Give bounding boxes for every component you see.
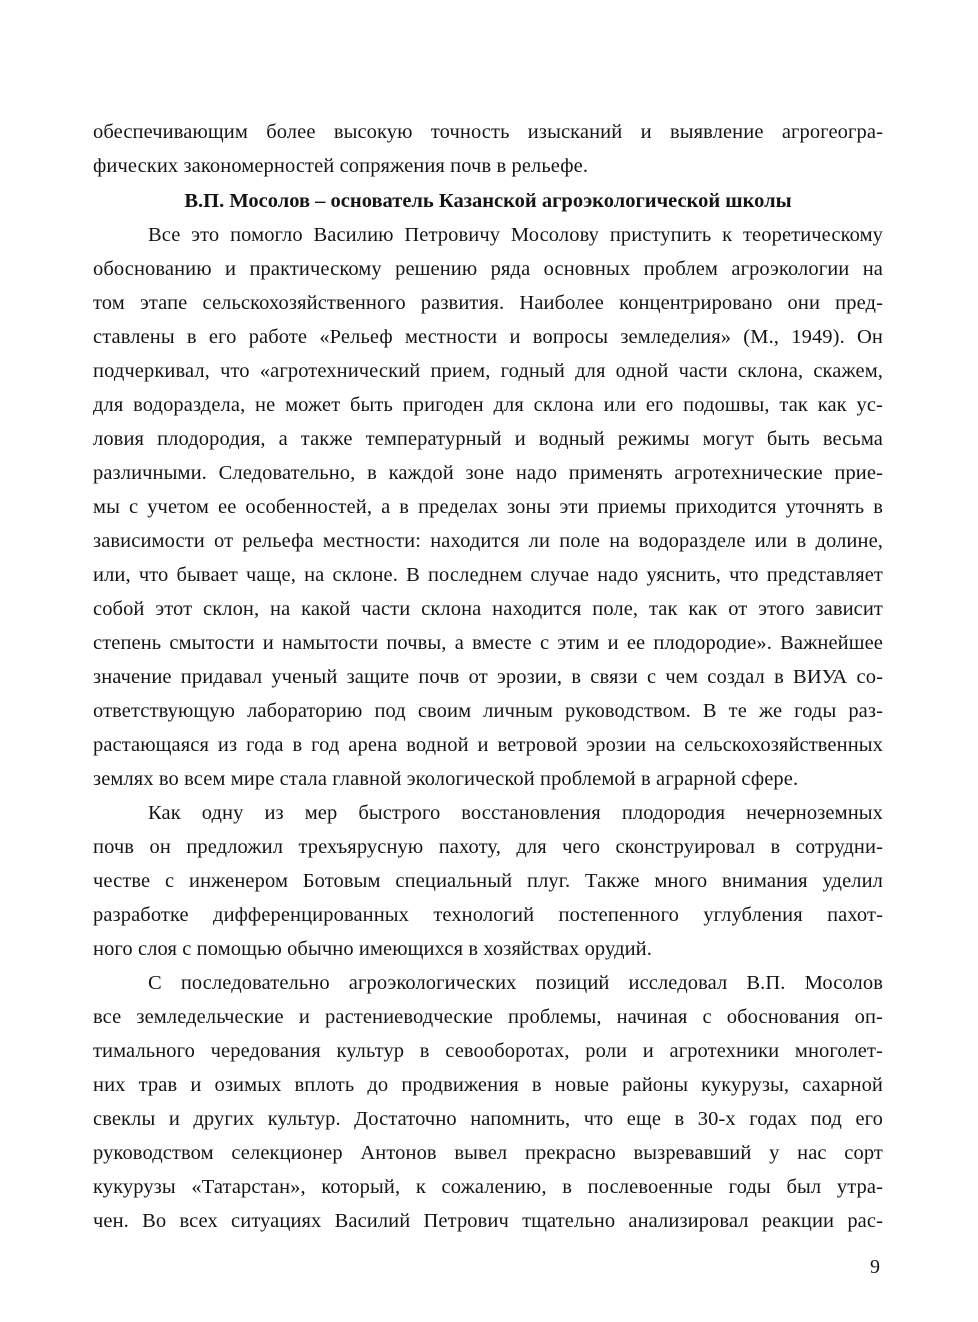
text-line: чен. Во всех ситуациях Василий Петрович тщательно анализировал реакции рас- <box>93 1210 883 1232</box>
text-line: тимального чередования культур в севооборотах, роли и агротехники многолет- <box>93 1040 883 1062</box>
text-line: кукурузы «Татарстан», который, к сожалению, в послевоенные годы был утра- <box>93 1176 883 1198</box>
text-line: Все это помогло Василию Петровичу Мосолову приступить к теоретическому <box>148 224 883 246</box>
text-line: значение придавал ученый защите почв от эрозии, в связи с чем создал в ВИУА со- <box>93 666 883 688</box>
text-line: мы с учетом ее особенностей, а в пределах зоны эти приемы приходится уточнять в <box>93 496 883 518</box>
text-line: все земледельческие и растениеводческие проблемы, начиная с обоснования оп- <box>93 1006 883 1028</box>
text-line: подчеркивал, что «агротехнический прием, годный для одной части склона, скажем, <box>93 360 883 382</box>
text-line: руководством селекционер Антонов вывел прекрасно вызревавший у нас сорт <box>93 1142 883 1164</box>
text-line: зависимости от рельефа местности: находится ли поле на водоразделе или в долине, <box>93 530 883 552</box>
text-line: честве с инженером Ботовым специальный плуг. Также много внимания уделил <box>93 870 883 892</box>
text-line: разработке дифференцированных технологий постепенного углубления пахот- <box>93 904 883 926</box>
text-line: С последовательно агроэкологических позиций исследовал В.П. Мосолов <box>148 972 883 994</box>
section-heading: В.П. Мосолов – основатель Казанской агроэкологической школы <box>184 190 792 212</box>
text-line: них трав и озимых вплоть до продвижения в новые районы кукурузы, сахарной <box>93 1074 883 1096</box>
page-number: 9 <box>870 1256 880 1278</box>
text-line: ответствующую лабораторию под своим личным руководством. В те же годы раз- <box>93 700 883 722</box>
text-line: свеклы и других культур. Достаточно напомнить, что еще в 30-х годах под его <box>93 1108 883 1130</box>
text-line: обеспечивающим более высокую точность изысканий и выявление агрогеогра- <box>93 121 883 143</box>
text-line: Как одну из мер быстрого восстановления плодородия нечерноземных <box>148 802 883 824</box>
text-line: растающаяся из года в год арена водной и ветровой эрозии на сельскохозяйственных <box>93 734 883 756</box>
text-line: или, что бывает чаще, на склоне. В последнем случае надо уяснить, что представляет <box>93 564 883 586</box>
text-line: степень смытости и намытости почвы, а вместе с этим и ее плодородие». Важнейшее <box>93 632 883 654</box>
text-line: ставлены в его работе «Рельеф местности и вопросы земледелия» (М., 1949). Он <box>93 326 883 348</box>
text-line: обоснованию и практическому решению ряда основных проблем агроэкологии на <box>93 258 883 280</box>
text-line: ловия плодородия, а также температурный и водный режимы могут быть весьма <box>93 428 883 450</box>
text-line: фических закономерностей сопряжения почв в рельефе. <box>93 155 589 177</box>
text-line: различными. Следовательно, в каждой зоне надо применять агротехнические прие- <box>93 462 883 484</box>
text-line: ного слоя с помощью обычно имеющихся в хозяйствах орудий. <box>93 938 652 960</box>
text-line: землях во всем мире стала главной экологической проблемой в аграрной сфере. <box>93 768 799 790</box>
text-line: том этапе сельскохозяйственного развития. Наиболее концентрировано они пред- <box>93 292 883 314</box>
text-line: для водораздела, не может быть пригоден для склона или его подошвы, так как ус- <box>93 394 883 416</box>
text-line: почв он предложил трехъярусную пахоту, для чего сконструировал в сотрудни- <box>93 836 883 858</box>
text-line: собой этот склон, на какой части склона находится поле, так как от этого зависит <box>93 598 883 620</box>
